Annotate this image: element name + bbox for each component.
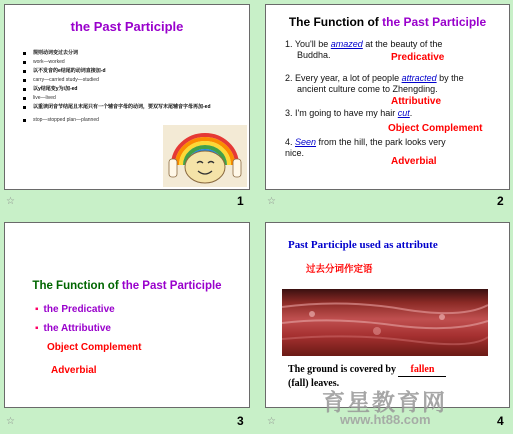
example-sentence-2: 2. Every year, a lot of people attracted by the ancient culture come to Zhengding. [285, 73, 464, 94]
list-item: 规则动词变过去分词 [23, 49, 211, 58]
slide4-subtitle: 过去分词作定语 [306, 264, 373, 275]
watermark-text: 育星教育网 [322, 390, 447, 416]
label-predicative: Predicative [391, 52, 445, 63]
fallen-leaves-photo [282, 289, 488, 356]
example-sentence-3: 3. I'm going to have my hair cut. [285, 108, 413, 118]
title-prefix: The Function of [32, 280, 122, 292]
slide-number: 4 [497, 414, 504, 428]
list-item: 以不发音的e结尾的动词直接加-d [23, 67, 211, 76]
slide4-title: Past Participle used as attribute [288, 239, 438, 251]
smiley-rainbow-image [163, 125, 247, 187]
list-item: stop—stopped plan—planned [23, 116, 211, 125]
bullet-predicative: ▪ the Predicative [35, 304, 115, 315]
slide-thumbnail-2[interactable] [265, 4, 510, 190]
smiley-rainbow-icon [163, 125, 247, 187]
list-item: 以y结尾变y为i加-ed [23, 85, 211, 94]
leaves-texture-icon [282, 289, 488, 356]
slide1-title: the Past Participle [70, 19, 184, 34]
item-object-complement: Object Complement [47, 342, 142, 353]
watermark-url: www.ht88.com [340, 412, 431, 427]
transition-star-icon[interactable]: ☆ [267, 196, 276, 207]
slide-number: 1 [237, 194, 244, 208]
label-adverbial: Adverbial [391, 156, 437, 167]
list-item: live—lived [23, 94, 211, 103]
slide1-rule-list [23, 49, 211, 125]
title-prefix: The Function of [288, 15, 383, 29]
list-item: 以重读闭音节结尾且末尾只有一个辅音字母的动词，要双写末尾辅音字母再加-ed [23, 103, 211, 112]
slide-number: 2 [497, 194, 504, 208]
slide-thumbnail-4[interactable] [265, 222, 510, 408]
example-sentence-1: 1. You'll be amazed at the beauty of the Buddha. [285, 39, 443, 60]
label-attributive: Attributive [391, 96, 441, 107]
transition-star-icon[interactable]: ☆ [267, 416, 276, 427]
label-object-complement: Object Complement [388, 123, 483, 134]
list-item: carry—carried study—studied [23, 76, 211, 85]
transition-star-icon[interactable]: ☆ [6, 416, 15, 427]
title-highlight: the Past Participle [382, 15, 487, 29]
list-item: work—worked [23, 58, 211, 67]
fill-in-sentence: The ground is covered by fallen (fall) leaves. [288, 363, 488, 390]
blank-answer: fallen [398, 363, 446, 377]
slide-number: 3 [237, 414, 244, 428]
slide-thumbnail-1[interactable] [4, 4, 250, 190]
transition-star-icon[interactable]: ☆ [6, 196, 15, 207]
example-sentence-4: 4. Seen from the hill, the park looks very nice. [285, 137, 446, 158]
title-highlight: the Past Participle [121, 280, 222, 292]
slide3-title [5, 280, 249, 292]
item-adverbial: Adverbial [51, 365, 97, 376]
bullet-attributive: ▪ the Attributive [35, 323, 111, 334]
slide2-title [266, 15, 509, 29]
slide-thumbnail-3[interactable] [4, 222, 250, 408]
